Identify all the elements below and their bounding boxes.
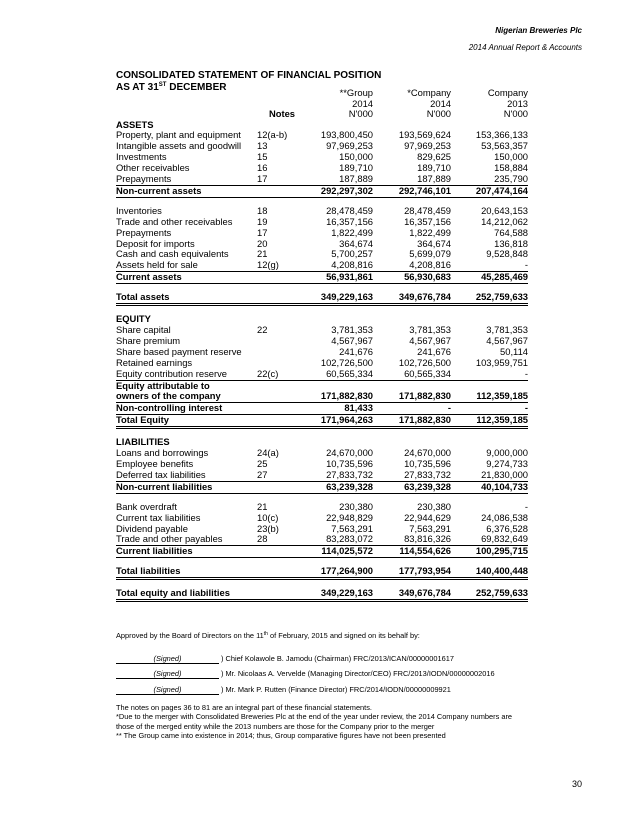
row-company-value	[373, 428, 451, 438]
row-group-value: 230,380	[339, 500, 373, 512]
row-company-value: 364,674	[417, 237, 451, 249]
row-company-value: 4,208,816	[373, 260, 451, 271]
row-prior-value: 158,884	[494, 162, 528, 174]
row-note	[257, 292, 295, 304]
row-label: Total liabilities	[116, 566, 257, 578]
row-group-value: 189,710	[339, 162, 373, 174]
row-company-value: 230,380	[417, 500, 451, 512]
row-label: Other receivables	[116, 162, 190, 174]
row-label: Non-current assets	[116, 185, 257, 197]
statement-title: CONSOLIDATED STATEMENT OF FINANCIAL POSITION	[116, 70, 382, 81]
row-label: Prepayments	[116, 226, 172, 238]
row-note	[257, 391, 295, 402]
row-company-value: 97,969,253	[404, 140, 451, 152]
row-company-value: 5,699,079	[409, 248, 451, 260]
row-note: 24(a)	[257, 447, 279, 459]
row-label: Non-current liabilities	[116, 481, 257, 493]
row-note	[257, 588, 295, 600]
row-note: 28	[257, 534, 295, 545]
row-label: Inventories	[116, 204, 162, 216]
row-note	[257, 284, 295, 293]
statement-row	[116, 185, 528, 197]
signature-line-md	[116, 669, 495, 679]
signatory-text: ) Mr. Nicolaas A. Vervelde (Managing Director/CEO) FRC/2013/IODN/00000002016	[221, 669, 495, 678]
row-note	[257, 579, 295, 589]
approval-post: of February, 2015 and signed on its behalf by:	[267, 631, 420, 640]
approval-pre: Approved by the Board of Directors on the 11	[116, 631, 264, 640]
row-label: owners of the company	[116, 391, 257, 402]
statement-row	[116, 502, 528, 513]
row-note	[257, 566, 295, 578]
row-company-value: 193,569,624	[398, 129, 451, 141]
row-prior-value: 53,563,357	[481, 140, 528, 152]
row-label: Property, plant and equipment	[116, 129, 241, 141]
row-company-value: 114,554,626	[373, 546, 451, 558]
statement-row	[116, 260, 528, 271]
row-prior-value: -	[524, 500, 528, 512]
signed-mark: (Signed)	[116, 654, 219, 664]
row-company-value: 4,567,967	[409, 334, 451, 346]
row-group-value: 193,800,450	[320, 129, 373, 141]
statement-row	[116, 470, 528, 481]
signed-mark: (Signed)	[116, 669, 219, 679]
row-prior-value: 3,781,353	[486, 324, 528, 335]
statement-row	[116, 566, 528, 578]
row-note	[257, 558, 295, 567]
row-prior-value: 112,359,185	[451, 391, 528, 402]
row-label: Current tax liabilities	[116, 511, 201, 523]
col-group-year: 2014	[352, 97, 373, 109]
row-company-value: 22,944,629	[404, 511, 451, 523]
statement-row	[116, 272, 528, 284]
row-company-value: 292,746,101	[373, 185, 451, 197]
date-prefix: AS AT 31	[116, 82, 159, 93]
company-name: Nigerian Breweries Plc	[495, 26, 582, 35]
row-company-value: 7,563,291	[409, 522, 451, 534]
spacer-row	[116, 428, 528, 438]
row-prior-value: -	[451, 403, 528, 415]
approval-sup: th	[263, 631, 268, 637]
row-note	[257, 546, 295, 558]
report-name: 2014 Annual Report & Accounts	[468, 43, 582, 52]
row-label: Cash and cash equivalents	[116, 248, 229, 260]
row-note: 20	[257, 237, 268, 249]
row-prior-value: -	[451, 260, 528, 271]
row-label: Loans and borrowings	[116, 447, 209, 459]
row-company-value: 241,676	[417, 345, 451, 357]
row-group-value: 83,283,072	[295, 534, 373, 545]
row-prior-value: 252,759,633	[451, 292, 528, 304]
statement-row	[116, 141, 528, 152]
row-prior-value: 24,086,538	[481, 511, 528, 523]
row-group-value: 22,948,829	[326, 511, 373, 523]
row-group-value: 56,931,861	[295, 272, 373, 284]
row-prior-value: 764,588	[494, 226, 528, 238]
statement-row	[116, 513, 528, 524]
row-label: Prepayments	[116, 174, 257, 185]
row-company-value: 24,670,000	[404, 447, 451, 459]
row-prior-value: 9,274,733	[486, 457, 528, 469]
row-note	[257, 347, 295, 358]
row-label: Dividend payable	[116, 522, 188, 534]
row-label: Equity attributable to	[116, 379, 210, 391]
statement-row	[116, 314, 528, 325]
row-group-value: 349,229,163	[295, 588, 373, 600]
row-company-value: 349,676,784	[373, 292, 451, 304]
signatory-text: ) Mr. Mark P. Rutten (Finance Director) FRC/2014/IODN/00000009921	[221, 685, 451, 694]
row-company-value: 83,816,326	[373, 534, 451, 545]
row-label: Trade and other payables	[116, 534, 257, 545]
row-label: Total equity and liabilities	[116, 588, 257, 600]
row-company-value: 27,833,732	[373, 470, 451, 481]
row-group-value: 24,670,000	[326, 447, 373, 459]
row-prior-value: 14,212,062	[481, 215, 528, 227]
row-label: Bank overdraft	[116, 500, 177, 512]
row-group-value: 27,833,732	[295, 470, 373, 481]
row-company-value: 16,357,156	[404, 215, 451, 227]
row-note: 27	[257, 470, 295, 481]
row-group-value: 177,264,900	[295, 566, 373, 578]
row-company-value: 349,676,784	[373, 588, 451, 600]
row-company-value: 189,710	[417, 162, 451, 174]
row-company-value: 3,781,353	[409, 324, 451, 335]
row-group-value: 187,889	[295, 174, 373, 185]
row-company-value: 10,735,596	[404, 457, 451, 469]
row-group-value: 5,700,257	[331, 248, 373, 260]
row-group-value: 81,433	[295, 403, 373, 415]
row-prior-value	[451, 493, 528, 502]
statement-row	[116, 163, 528, 174]
row-group-value: 150,000	[339, 151, 373, 163]
row-note: 25	[257, 457, 268, 469]
row-prior-value: 207,474,164	[451, 185, 528, 197]
row-prior-value	[451, 428, 528, 438]
row-group-value: 97,969,253	[326, 140, 373, 152]
row-company-value: -	[373, 403, 451, 415]
row-group-value: 28,478,459	[326, 204, 373, 216]
row-group-value: 364,674	[339, 237, 373, 249]
statement-row	[116, 534, 528, 545]
row-group-value: 1,822,499	[331, 226, 373, 238]
spacer-row	[116, 197, 528, 206]
row-group-value: 292,297,302	[295, 185, 373, 197]
row-prior-value: 153,366,133	[475, 129, 528, 141]
row-prior-value: 69,832,649	[451, 534, 528, 545]
statement-row	[116, 369, 528, 380]
row-company-value: 60,565,334	[373, 369, 451, 380]
statement-row	[116, 217, 528, 228]
statement-row	[116, 358, 528, 369]
signature-line-chairman	[116, 654, 454, 664]
row-group-value: 16,357,156	[326, 215, 373, 227]
row-note: 10(c)	[257, 511, 279, 523]
spacer-row	[116, 493, 528, 502]
row-group-value: 349,229,163	[295, 292, 373, 304]
row-company-value: 56,930,683	[373, 272, 451, 284]
statement-row	[116, 415, 528, 428]
row-prior-value	[451, 305, 528, 315]
row-note: 22	[257, 324, 268, 335]
row-label: EQUITY	[116, 313, 151, 325]
row-group-value: 63,239,328	[295, 481, 373, 493]
row-prior-value: 140,400,448	[451, 566, 528, 578]
row-note	[257, 358, 295, 369]
row-note	[257, 380, 295, 391]
row-prior-value: 136,818	[494, 237, 528, 249]
row-company-value: 171,882,830	[373, 415, 451, 428]
row-group-value: 241,676	[339, 345, 373, 357]
row-label: Non-controlling interest	[116, 403, 257, 415]
row-label: ASSETS	[116, 118, 154, 130]
row-prior-value: 9,528,848	[486, 248, 528, 260]
row-label: Intangible assets and goodwill	[116, 140, 242, 152]
row-note	[257, 428, 295, 438]
row-label: Retained earnings	[116, 356, 193, 368]
row-prior-value: 112,359,185	[451, 415, 528, 428]
row-prior-value: 103,959,751	[475, 356, 528, 368]
row-label: Share premium	[116, 334, 181, 346]
footnote-company: *Due to the merger with Consolidated Breweries Plc at the end of the year under review, the 2014 Company numbers are those of the merged entity while the 2013 numbers are those for the Company prior to the merger	[116, 712, 513, 731]
signatory-text: ) Chief Kolawole B. Jamodu (Chairman) FRC/2013/ICAN/00000001617	[221, 654, 454, 663]
statement-row	[116, 588, 528, 600]
row-group-value: 102,726,500	[320, 356, 373, 368]
row-note: 12(g)	[257, 260, 295, 271]
row-company-value: 1,822,499	[409, 226, 451, 238]
col-notes-label: Notes	[268, 108, 295, 119]
approval-statement	[116, 631, 420, 640]
row-prior-value: 235,790	[451, 174, 528, 185]
row-group-value: 3,781,353	[331, 324, 373, 335]
col-company-year: 2014	[430, 97, 451, 109]
statement-row	[116, 174, 528, 185]
row-note	[257, 272, 295, 284]
row-group-value: 60,565,334	[295, 369, 373, 380]
row-label: Deferred tax liabilities	[116, 470, 257, 481]
signed-mark: (Signed)	[116, 685, 219, 695]
row-note: 17	[257, 226, 268, 238]
row-label: Total Equity	[116, 415, 257, 428]
row-group-value: 114,025,572	[295, 546, 373, 558]
column-year-row	[116, 99, 528, 110]
statement-row	[116, 546, 528, 558]
row-note: 19	[257, 215, 268, 227]
financial-position-table	[116, 88, 528, 602]
row-label: Share based payment reserve	[116, 345, 242, 357]
spacer-row	[116, 305, 528, 315]
row-note: 21	[257, 248, 268, 260]
footnote-integral: The notes on pages 36 to 81 are an integral part of these financial statements.	[116, 703, 372, 712]
row-group-value: 171,964,263	[295, 415, 373, 428]
row-prior-value: 150,000	[494, 151, 528, 163]
col-prior-year: 2013	[507, 97, 528, 109]
row-label: Assets held for sale	[116, 260, 257, 271]
row-prior-value: 252,759,633	[451, 588, 528, 600]
row-prior-value: 50,114	[500, 345, 528, 357]
row-note	[257, 403, 295, 415]
row-prior-value: -	[451, 369, 528, 380]
row-note: 21	[257, 500, 268, 512]
column-header-row	[116, 88, 528, 99]
row-label: Current liabilities	[116, 546, 257, 558]
row-group-value	[295, 428, 373, 438]
row-prior-value: 6,376,528	[486, 522, 528, 534]
row-note: 23(b)	[257, 522, 279, 534]
row-company-value: 102,726,500	[398, 356, 451, 368]
col-prior-unit: N'000	[503, 108, 528, 119]
row-prior-value: 45,285,469	[451, 272, 528, 284]
date-month: DECEMBER	[166, 82, 227, 93]
row-prior-value: 4,567,967	[486, 334, 528, 346]
row-prior-value: 100,295,715	[451, 546, 528, 558]
statement-row	[116, 403, 528, 415]
row-note: 22(c)	[257, 369, 295, 380]
page-number: 30	[571, 779, 582, 789]
column-unit-row	[116, 109, 528, 120]
row-prior-value: 21,830,000	[451, 470, 528, 481]
row-label: LIABILITIES	[116, 436, 170, 448]
row-note: 16	[257, 162, 268, 174]
date-suffix: ST	[158, 82, 167, 88]
statement-row	[116, 481, 528, 493]
col-group-label: **Group	[339, 87, 373, 98]
row-note	[257, 336, 295, 347]
row-note	[257, 185, 295, 197]
row-company-value: 63,239,328	[373, 481, 451, 493]
statement-row	[116, 391, 528, 402]
row-group-value: 4,208,816	[295, 260, 373, 271]
row-label: Share capital	[116, 324, 171, 335]
row-label: Deposit for imports	[116, 237, 195, 249]
row-label: Current assets	[116, 272, 257, 284]
row-note: 17	[257, 174, 295, 185]
col-prior-label: Company	[487, 87, 528, 98]
row-label: Total assets	[116, 292, 257, 304]
row-note: 12(a-b)	[257, 129, 288, 141]
row-prior-value: 9,000,000	[486, 447, 528, 459]
row-company-value: 28,478,459	[404, 204, 451, 216]
row-note	[257, 305, 295, 315]
row-company-value: 829,625	[417, 151, 451, 163]
row-note	[257, 481, 295, 493]
row-label: Investments	[116, 151, 167, 163]
statement-row	[116, 292, 528, 304]
row-company-value: 171,882,830	[373, 391, 451, 402]
statement-row	[116, 228, 528, 239]
row-note	[257, 415, 295, 428]
row-group-value: 171,882,830	[295, 391, 373, 402]
row-company-value: 177,793,954	[373, 566, 451, 578]
row-note: 18	[257, 204, 268, 216]
row-group-value: 4,567,967	[331, 334, 373, 346]
row-group-value: 7,563,291	[331, 522, 373, 534]
col-company-unit: N'000	[426, 108, 451, 119]
footnote-group: ** The Group came into existence in 2014; thus, Group comparative figures have not been presented	[116, 731, 446, 740]
row-label: Equity contribution reserve	[116, 369, 257, 380]
row-prior-value: 20,643,153	[481, 204, 528, 216]
row-prior-value: 40,104,733	[451, 481, 528, 493]
row-company-value	[373, 305, 451, 315]
row-group-value	[295, 305, 373, 315]
col-group-unit: N'000	[348, 108, 373, 119]
row-group-value: 10,735,596	[326, 457, 373, 469]
row-label: Employee benefits	[116, 457, 194, 469]
row-note: 13	[257, 140, 268, 152]
row-company-value: 187,889	[373, 174, 451, 185]
col-company-label: *Company	[407, 87, 451, 98]
row-note: 15	[257, 151, 268, 163]
row-label: Trade and other receivables	[116, 215, 233, 227]
signature-line-fd	[116, 685, 451, 695]
